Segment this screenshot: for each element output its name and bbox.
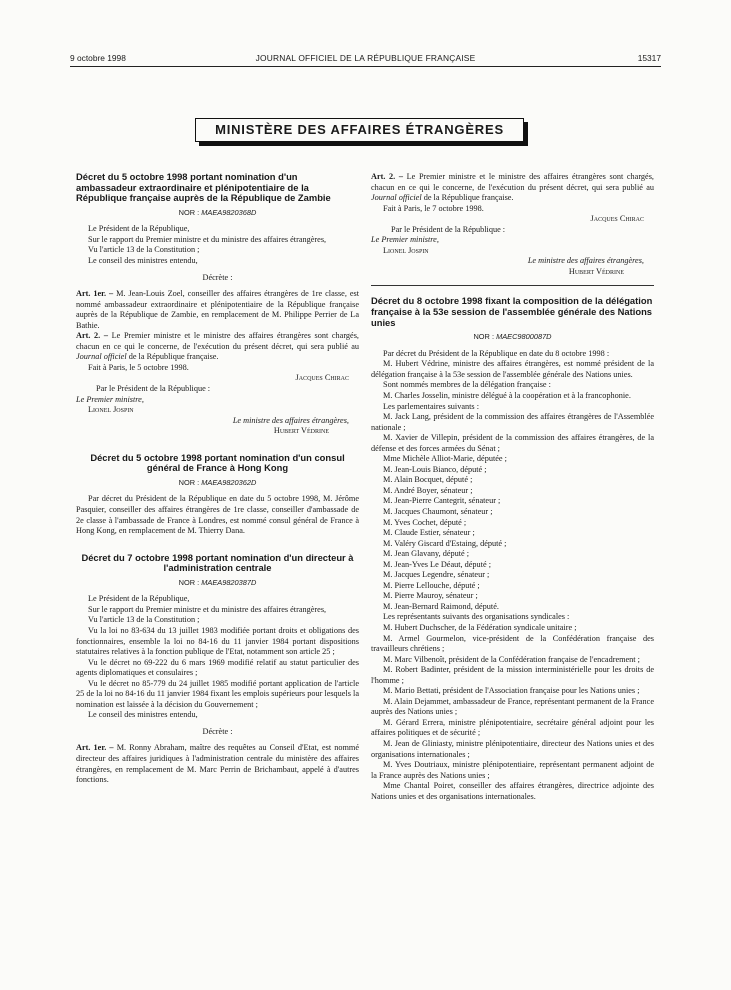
signature-president: Jacques Chirac [295, 373, 349, 383]
minister-name: Hubert Védrine [568, 266, 624, 276]
paragraph: Sur le rapport du Premier ministre et du ministre des affaires étrangères, [88, 604, 327, 614]
page-header [70, 52, 661, 67]
list-item: M. Charles Josselin, ministre délégué à la coopération et à la francophonie. [383, 390, 631, 400]
list-item: Mme Chantal Poiret, conseiller des affaires étrangères, directrice adjointe des Nations unies et des organisations internationales. [371, 781, 654, 801]
article-2: Art. 2. – Le Premier ministre et le ministre des affaires étrangères sont chargés, chacun en ce qui le concerne, de l'exécution du présent décret, qui sera publié au Journal officiel de la République française. [76, 331, 359, 362]
decree-hong-kong [76, 453, 359, 537]
decree-title: Décret du 5 octobre 1998 portant nomination d'un consul général de France à Hong Kong [90, 451, 345, 474]
paragraph: Sont nommés membres de la délégation française : [383, 380, 551, 390]
list-item: M. Jack Lang, président de la commission des affaires étrangères de l'Assemblée nationale ; [371, 412, 654, 432]
members-list [371, 391, 654, 802]
paragraph: Par décret du Président de la République en date du 5 octobre 1998, M. Jérôme Pasquier, conseiller des affaires étrangères de 1re classe, conseiller d'ambassade de 2e classe à l'ambassade de France à Londres, est nommé consul général de France à Hong Kong, en remplacement de M. Thierry Dana. [76, 494, 359, 536]
fait-a-paris: Fait à Paris, le 7 octobre 1998. [383, 203, 484, 213]
paragraph: Par décret du Président de la République en date du 8 octobre 1998 : [383, 348, 610, 358]
decrete-label: Décrète : [202, 272, 233, 282]
nor-reference: NOR : MAEA9820362D [178, 477, 257, 487]
section-divider [371, 285, 654, 286]
paragraph: Le Président de la République, [88, 224, 190, 234]
article-1: Art. 1er. – M. Jean-Louis Zoel, conseiller des affaires étrangères de 1re classe, est nommé ambassadeur extraordinaire et plénipotentiaire de la République française auprès de la République de Zambie, en remplacement de M. Philippe Perrier de La Bathie. [76, 289, 359, 330]
pm-name: Lionel Jospin [88, 405, 134, 415]
pm-title: Le Premier ministre, [371, 235, 439, 245]
right-column [371, 172, 654, 802]
decree-delegation-onu [371, 296, 654, 802]
header-page-number: 15317 [637, 53, 661, 63]
decree-directeur-continued [371, 172, 654, 277]
decree-title: Décret du 5 octobre 1998 portant nomination d'un ambassadeur extraordinaire et plénipotentiaire de la République française auprès de la République de Zambie [76, 171, 331, 204]
list-item: M. Jacques Legendre, sénateur ; [383, 570, 490, 580]
signature-president: Jacques Chirac [590, 214, 644, 224]
list-item: M. Xavier de Villepin, président de la commission des affaires étrangères, de la défense et des forces armées du Sénat ; [371, 433, 654, 453]
article-1: Art. 1er. – M. Ronny Abraham, maître des requêtes au Conseil d'Etat, est nommé directeur des affaires juridiques à l'administration centrale du ministère des affaires étrangères, en remplacement de M. Marc Perrin de Brichambaut, appelé à d'autres fonctions. [76, 743, 360, 785]
paragraph: Vu l'article 13 de la Constitution ; [88, 615, 200, 625]
minister-name: Hubert Védrine [273, 426, 329, 436]
list-item: M. Jean-Louis Bianco, député ; [383, 464, 487, 474]
article-2: Art. 2. – Le Premier ministre et le ministre des affaires étrangères sont chargés, chacun en ce qui le concerne, de l'exécution du présent décret, qui sera publié au Journal officiel de la République française. [371, 172, 654, 203]
list-item: M. Jean de Gliniasty, ministre plénipotentiaire, directeur des Nations unies et des organisations internationales ; [371, 739, 654, 759]
decree-title: Décret du 7 octobre 1998 portant nomination d'un directeur à l'administration centrale [81, 551, 354, 574]
left-column [76, 172, 359, 786]
list-item: M. Mario Bettati, président de l'Association française pour les Nations unies ; [383, 686, 640, 696]
paragraph: Le conseil des ministres entendu, [88, 255, 198, 265]
list-item: M. Pierre Mauroy, sénateur ; [383, 591, 478, 601]
paragraph: Vu le décret no 85-779 du 24 juillet 1985 modifié portant application de l'article 25 de la loi no 84-16 du 11 janvier 1984 fixant les emplois supérieurs pour lesquels la nomination est laissée à la décision du Gouvernement ; [76, 678, 359, 709]
nor-reference: NOR : MAEA9820387D [178, 577, 257, 587]
list-item: M. Alain Bocquet, député ; [383, 475, 473, 485]
list-item: M. Marc Vilbenoît, président de la Confédération française de l'encadrement ; [383, 654, 640, 664]
decrete-label: Décrète : [202, 726, 233, 736]
minister-title: Le ministre des affaires étrangères, [232, 415, 349, 425]
nor-reference: NOR : MAEC9800087D [473, 332, 552, 342]
pm-name: Lionel Jospin [383, 245, 429, 255]
paragraph: Le Président de la République, [88, 594, 190, 604]
list-item: Les représentants suivants des organisations syndicales : [383, 612, 570, 622]
fait-a-paris: Fait à Paris, le 5 octobre 1998. [88, 362, 189, 372]
header-date: 9 octobre 1998 [70, 53, 126, 63]
list-item: Mme Michèle Alliot-Marie, députée ; [383, 454, 507, 464]
paragraph: Vu le décret no 69-222 du 6 mars 1969 modifié relatif au statut particulier des agents diplomatiques et consulaires ; [76, 657, 359, 678]
paragraph: Vu la loi no 83-634 du 13 juillet 1983 modifiée portant droits et obligations des fonctionnaires, ensemble la loi no 84-16 du 11 janvier 1984 portant dispositions statutaires relatives à la fonction publique de l'Etat, notamment son article 25 ; [76, 626, 359, 657]
list-item: M. Valéry Giscard d'Estaing, député ; [383, 538, 507, 548]
list-item: M. Hubert Duchscher, de la Fédération syndicale unitaire ; [383, 623, 577, 633]
decree-title: Décret du 8 octobre 1998 fixant la composition de la délégation française à la 53e session de l'assemblée générale des Nations unies [371, 295, 653, 328]
paragraph: Vu l'article 13 de la Constitution ; [88, 245, 200, 255]
paragraph: M. Hubert Védrine, ministre des affaires étrangères, est nommé président de la délégation française à la 53e session de l'assemblée générale des Nations unies. [371, 359, 654, 379]
list-item: M. Jean-Bernard Raimond, député. [383, 601, 499, 611]
header-journal-title: JOURNAL OFFICIEL DE LA RÉPUBLIQUE FRANÇAISE [255, 53, 476, 63]
list-item: M. Jean-Yves Le Déaut, député ; [383, 559, 491, 569]
list-item: M. Robert Badinter, président de la mission interministérielle pour les droits de l'homme ; [371, 665, 654, 685]
list-item: M. Jacques Chaumont, sénateur ; [383, 507, 493, 516]
list-item: M. Jean-Pierre Cantegrit, sénateur ; [383, 496, 501, 506]
decree-directeur [76, 553, 359, 786]
list-item: M. Yves Doutriaux, ministre plénipotentiaire, représentant permanent adjoint de la France auprès des Nations unies ; [371, 760, 654, 780]
list-item: M. Jean Glavany, député ; [383, 549, 470, 559]
list-item: M. André Boyer, sénateur ; [383, 485, 473, 495]
minister-title: Le ministre des affaires étrangères, [527, 256, 644, 266]
par-le-president: Par le Président de la République : [391, 224, 506, 234]
list-item: M. Alain Dejammet, ambassadeur de France, représentant permanent de la France auprès des Nations unies ; [371, 696, 654, 717]
list-item: M. Pierre Lellouche, député ; [383, 580, 480, 590]
paragraph: Le conseil des ministres entendu, [88, 710, 198, 720]
paragraph: Sur le rapport du Premier ministre et du ministre des affaires étrangères, [88, 234, 327, 244]
par-le-president: Par le Président de la République : [96, 383, 211, 393]
nor-reference: NOR : MAEA9820368D [178, 207, 257, 217]
list-item: M. Gérard Errera, ministre plénipotentiaire, secrétaire général adjoint pour les affaires politiques et de sécurité ; [371, 717, 654, 738]
ministry-heading: MINISTÈRE DES AFFAIRES ÉTRANGÈRES [195, 118, 524, 142]
list-item: Les parlementaires suivants : [383, 401, 479, 411]
decree-zambie [76, 172, 359, 437]
list-item: M. Armel Gourmelon, vice-président de la Confédération française des travailleurs chrétiens ; [371, 633, 654, 654]
list-item: M. Claude Estier, sénateur ; [383, 528, 475, 538]
list-item: M. Yves Cochet, député ; [383, 517, 467, 527]
pm-title: Le Premier ministre, [76, 394, 144, 404]
